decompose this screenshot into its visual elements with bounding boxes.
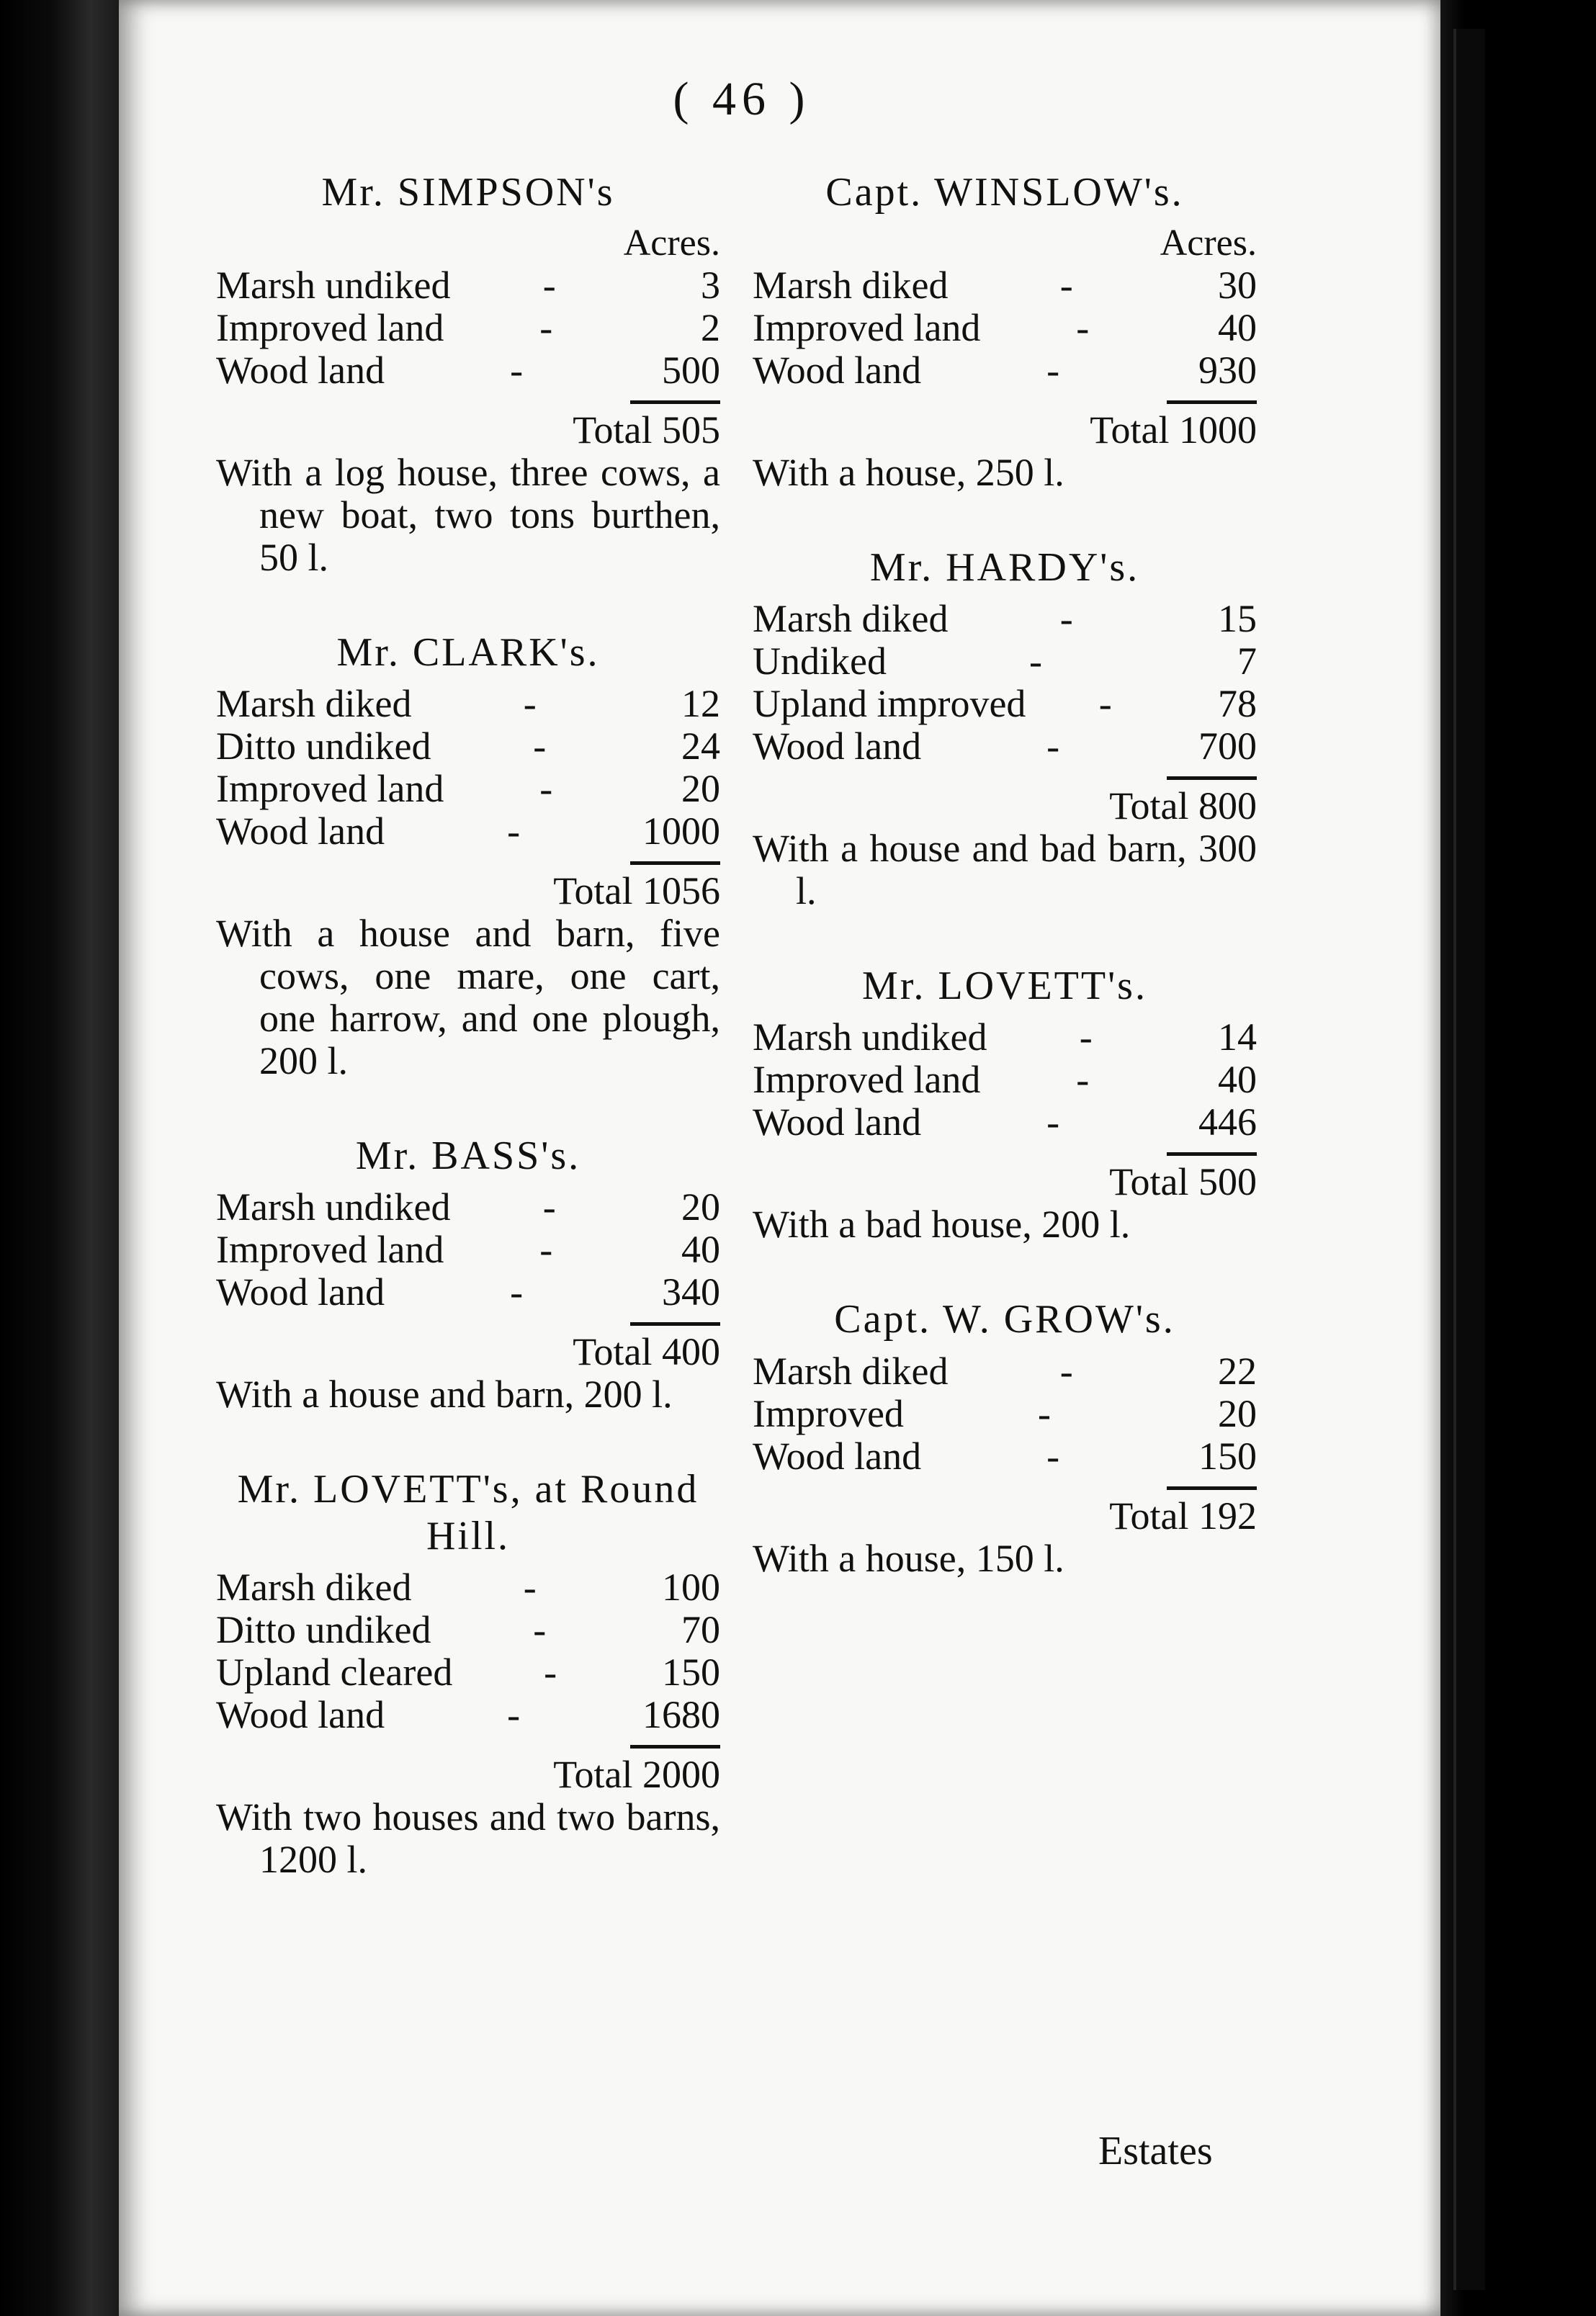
land-type: Improved land [216, 1228, 444, 1272]
land-type: Marsh diked [753, 596, 949, 640]
land-entry [216, 1651, 720, 1694]
leader-dash: - [539, 305, 553, 349]
total-rule [630, 861, 720, 865]
estate-title: Mr. SIMPSON's [321, 170, 615, 215]
acreage: 20 [681, 1185, 720, 1229]
acreage: 700 [1198, 724, 1257, 768]
acreage: 20 [1218, 1391, 1257, 1435]
acreage: 24 [681, 724, 720, 768]
acreage: 22 [1218, 1349, 1257, 1393]
total-acres: Total 192 [1109, 1494, 1257, 1538]
leader-dash: - [523, 1566, 537, 1610]
estate-title: Capt. W. GROW's. [834, 1297, 1175, 1342]
leader-dash: - [1037, 1391, 1051, 1435]
land-entry [216, 1694, 720, 1736]
land-type: Marsh diked [216, 681, 412, 725]
total-acres: Total 500 [1109, 1160, 1257, 1204]
acreage: 340 [662, 1270, 720, 1314]
leader-dash: - [1059, 263, 1073, 307]
estate-title: Mr. LOVETT's, at Round Hill. [237, 1467, 699, 1558]
land-entry [216, 768, 720, 810]
estate-description: With a house and barn, five cows, one mare, one cart, one harrow, and one plough, 200 l. [216, 911, 720, 1082]
land-entry [216, 307, 720, 349]
estate-block [216, 1133, 720, 1416]
leader-dash: - [533, 724, 547, 768]
land-entry [753, 1393, 1257, 1435]
total-acres: Total 505 [573, 408, 720, 452]
acreage: 12 [681, 681, 720, 725]
acreage: 2 [701, 305, 720, 349]
land-entry [753, 640, 1257, 683]
acreage: 930 [1198, 348, 1257, 392]
estate-block [753, 544, 1257, 912]
estate-description: With a house and bad barn, 300 l. [753, 826, 1257, 912]
land-type: Marsh diked [753, 1349, 949, 1393]
land-entry [216, 810, 720, 853]
leader-dash: - [1059, 596, 1073, 640]
land-type: Upland improved [753, 681, 1026, 725]
leader-dash: - [507, 809, 521, 853]
land-type: Upland cleared [216, 1651, 453, 1695]
leader-dash: - [539, 1228, 553, 1272]
land-entry [216, 683, 720, 725]
land-type: Marsh diked [216, 1566, 412, 1610]
total-acres: Total 800 [1109, 784, 1257, 827]
acreage: 150 [1198, 1434, 1257, 1478]
land-entry [753, 1435, 1257, 1478]
page-number: ( 46 ) [673, 73, 811, 125]
land-type: Wood land [216, 809, 385, 853]
leader-dash: - [1076, 305, 1090, 349]
acreage: 40 [681, 1228, 720, 1272]
land-type: Improved land [753, 1058, 981, 1102]
leader-dash: - [542, 263, 556, 307]
total-acres: Total 2000 [553, 1753, 720, 1797]
total-acres: Total 1000 [1090, 408, 1257, 452]
estate-title: Mr. LOVETT's. [862, 963, 1147, 1008]
estate-description: With a log house, three cows, a new boat, two tons burthen, 50 l. [216, 450, 720, 579]
land-type: Improved [753, 1391, 904, 1435]
leader-dash: - [1046, 1100, 1060, 1144]
land-entry [216, 1271, 720, 1314]
next-page-leaf [1453, 29, 1485, 2290]
acreage: 1000 [642, 809, 720, 853]
acreage: 7 [1237, 639, 1257, 683]
land-entry [216, 725, 720, 768]
acreage: 3 [701, 263, 720, 307]
estate-title: Capt. WINSLOW's. [825, 170, 1184, 215]
acreage: 100 [662, 1566, 720, 1610]
estate-block [753, 169, 1257, 494]
units-heading: Acres. [1160, 223, 1257, 264]
total-acres: Total 1056 [553, 868, 720, 912]
right-column [753, 169, 1257, 1630]
land-type: Improved land [753, 305, 981, 349]
estate-title: Mr. BASS's. [355, 1133, 581, 1178]
land-type: Wood land [216, 1693, 385, 1737]
estate-description: With a house, 150 l. [753, 1536, 1064, 1580]
estate-description: With a house, 250 l. [753, 450, 1064, 494]
leader-dash: - [1076, 1058, 1090, 1102]
land-type: Improved land [216, 766, 444, 810]
estate-block [216, 169, 720, 579]
land-type: Ditto undiked [216, 1608, 431, 1652]
land-entry [753, 598, 1257, 640]
land-type: Wood land [216, 1270, 385, 1314]
total-rule [630, 1745, 720, 1749]
land-type: Marsh diked [753, 263, 949, 307]
leader-dash: - [507, 1693, 521, 1737]
catchword: Estates [1098, 2129, 1213, 2173]
land-entry [753, 1101, 1257, 1144]
acreage: 1680 [642, 1693, 720, 1737]
estate-block [216, 629, 720, 1082]
land-type: Improved land [216, 305, 444, 349]
total-rule [1167, 776, 1257, 780]
land-type: Wood land [753, 724, 922, 768]
land-entry [216, 1186, 720, 1229]
land-type: Ditto undiked [216, 724, 431, 768]
land-entry [216, 264, 720, 307]
leader-dash: - [1046, 1434, 1060, 1478]
land-entry [216, 1609, 720, 1651]
leader-dash: - [1046, 724, 1060, 768]
estate-description: With a bad house, 200 l. [753, 1203, 1131, 1247]
acreage: 40 [1218, 305, 1257, 349]
left-column [216, 169, 720, 1931]
leader-dash: - [544, 1651, 557, 1695]
acreage: 70 [681, 1608, 720, 1652]
land-entry [753, 1016, 1257, 1059]
leader-dash: - [539, 766, 553, 810]
acreage: 15 [1218, 596, 1257, 640]
acreage: 446 [1198, 1100, 1257, 1144]
land-type: Wood land [216, 348, 385, 392]
land-entry [216, 1229, 720, 1271]
estate-block [753, 1296, 1257, 1579]
acreage: 500 [662, 348, 720, 392]
estate-block [216, 1466, 720, 1881]
book-binding-left [0, 0, 130, 2316]
land-type: Wood land [753, 348, 922, 392]
total-acres: Total 400 [573, 1330, 720, 1374]
acreage: 150 [662, 1651, 720, 1695]
acreage: 20 [681, 766, 720, 810]
land-type: Marsh undiked [216, 263, 451, 307]
leader-dash: - [523, 681, 537, 725]
acreage: 30 [1218, 263, 1257, 307]
acreage: 14 [1218, 1015, 1257, 1059]
acreage: 78 [1218, 681, 1257, 725]
estate-description: With a house and barn, 200 l. [216, 1373, 673, 1417]
land-entry [753, 264, 1257, 307]
land-type: Marsh undiked [753, 1015, 987, 1059]
leader-dash: - [1046, 348, 1060, 392]
leader-dash: - [1079, 1015, 1093, 1059]
total-rule [1167, 1152, 1257, 1156]
land-type: Undiked [753, 639, 887, 683]
units-heading: Acres. [623, 223, 720, 264]
total-rule [1167, 1486, 1257, 1490]
leader-dash: - [533, 1608, 547, 1652]
land-entry [753, 1350, 1257, 1393]
leader-dash: - [510, 1270, 524, 1314]
total-rule [1167, 400, 1257, 404]
land-entry [753, 307, 1257, 349]
estate-block [753, 963, 1257, 1246]
land-entry [753, 725, 1257, 768]
estate-title: Mr. CLARK's. [336, 629, 600, 675]
land-type: Wood land [753, 1434, 922, 1478]
estate-title: Mr. HARDY's. [869, 544, 1140, 590]
leader-dash: - [1098, 681, 1112, 725]
leader-dash: - [1028, 639, 1042, 683]
land-type: Wood land [753, 1100, 922, 1144]
estate-description: With two houses and two barns, 1200 l. [216, 1795, 720, 1882]
land-entry [753, 349, 1257, 392]
acreage: 40 [1218, 1058, 1257, 1102]
total-rule [630, 400, 720, 404]
leader-dash: - [542, 1185, 556, 1229]
land-entry [216, 1566, 720, 1609]
land-type: Marsh undiked [216, 1185, 451, 1229]
leader-dash: - [1059, 1349, 1073, 1393]
land-entry [216, 349, 720, 392]
total-rule [630, 1322, 720, 1326]
land-entry [753, 1059, 1257, 1101]
land-entry [753, 683, 1257, 725]
leader-dash: - [510, 348, 524, 392]
